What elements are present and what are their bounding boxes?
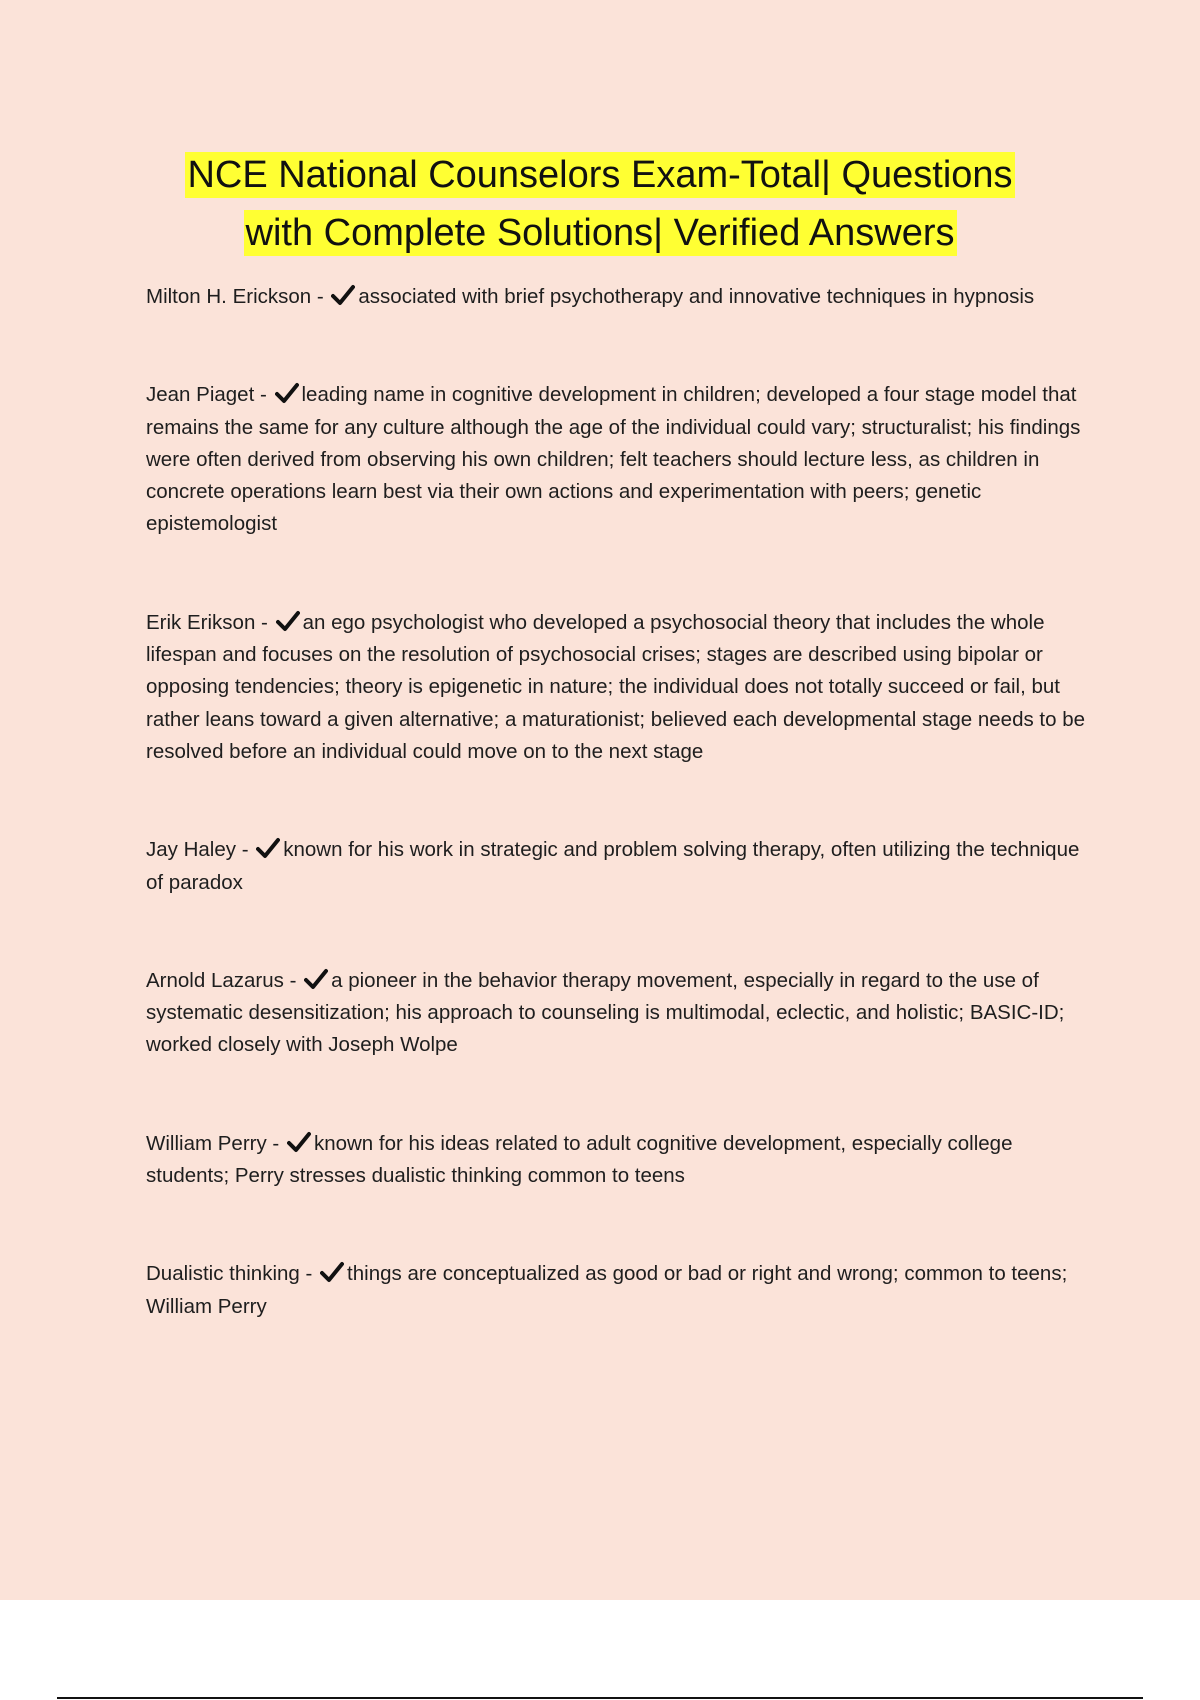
entry-definition: leading name in cognitive development in children; developed a four stage model that remains the same for any culture although the age of the individual could vary; structuralist; his findings were often derived from observing his own children; felt teachers should lecture less, as children in concrete operations learn best via their own actions and experimentation with peers; genetic epistemologist <box>146 383 1081 536</box>
list-item <box>146 1258 1096 1323</box>
entry-definition: known for his ideas related to adult cognitive development, especially college students; Perry stresses dualistic thinking common to teens <box>146 1131 1013 1188</box>
entry-term: Erik Erikson - <box>146 610 274 634</box>
list-item <box>146 379 1096 540</box>
document-title <box>120 146 1080 262</box>
entry-term: Jean Piaget - <box>146 383 273 407</box>
entry-definition: things are conceptualized as good or bad or right and wrong; common to teens; William Perry <box>146 1262 1068 1318</box>
check-mark-icon <box>320 1261 344 1283</box>
list-item <box>146 1128 1096 1193</box>
entry-term: Dualistic thinking - <box>146 1262 319 1286</box>
title-line-1: NCE National Counselors Exam-Total| Questions <box>187 154 1013 196</box>
check-mark-icon <box>275 382 299 404</box>
footer-divider <box>57 1697 1143 1699</box>
entry-term: Milton H. Erickson - <box>146 285 330 308</box>
check-mark-icon <box>304 968 328 990</box>
check-mark-icon <box>276 610 300 632</box>
list-item <box>146 834 1096 899</box>
entry-definition: known for his work in strategic and problem solving therapy, often utilizing the technique of paradox <box>146 838 1080 894</box>
check-mark-icon <box>256 837 280 859</box>
list-item <box>146 965 1096 1062</box>
entry-term: Arnold Lazarus - <box>146 968 303 992</box>
entry-definition: a pioneer in the behavior therapy movement, especially in regard to the use of systematic desensitization; his approach to counseling is multimodal, eclectic, and holistic; BASIC-ID; worked closely with Joseph Wolpe <box>146 968 1065 1057</box>
title-line-2: with Complete Solutions| Verified Answers <box>245 212 955 254</box>
entry-term: William Perry - <box>146 1131 285 1155</box>
entry-definition: an ego psychologist who developed a psychosocial theory that includes the whole lifespan and focuses on the resolution of psychosocial crises; stages are described using bipolar or opposing tendencies; theory is epigenetic in nature; the individual does not totally succeed or fail, but rather leans toward a given alternative; a maturationist; believed each developmental stage needs to be resolved before an individual could move on to the next stage <box>146 610 1086 763</box>
entry-definition: associated with brief psychotherapy and innovative techniques in hypnosis <box>358 285 1035 308</box>
flashcard-list <box>146 281 1096 1323</box>
entry-term: Jay Haley - <box>146 838 255 862</box>
list-item <box>146 281 1096 313</box>
list-item <box>146 607 1096 768</box>
check-mark-icon <box>331 284 355 306</box>
check-mark-icon <box>287 1131 311 1153</box>
